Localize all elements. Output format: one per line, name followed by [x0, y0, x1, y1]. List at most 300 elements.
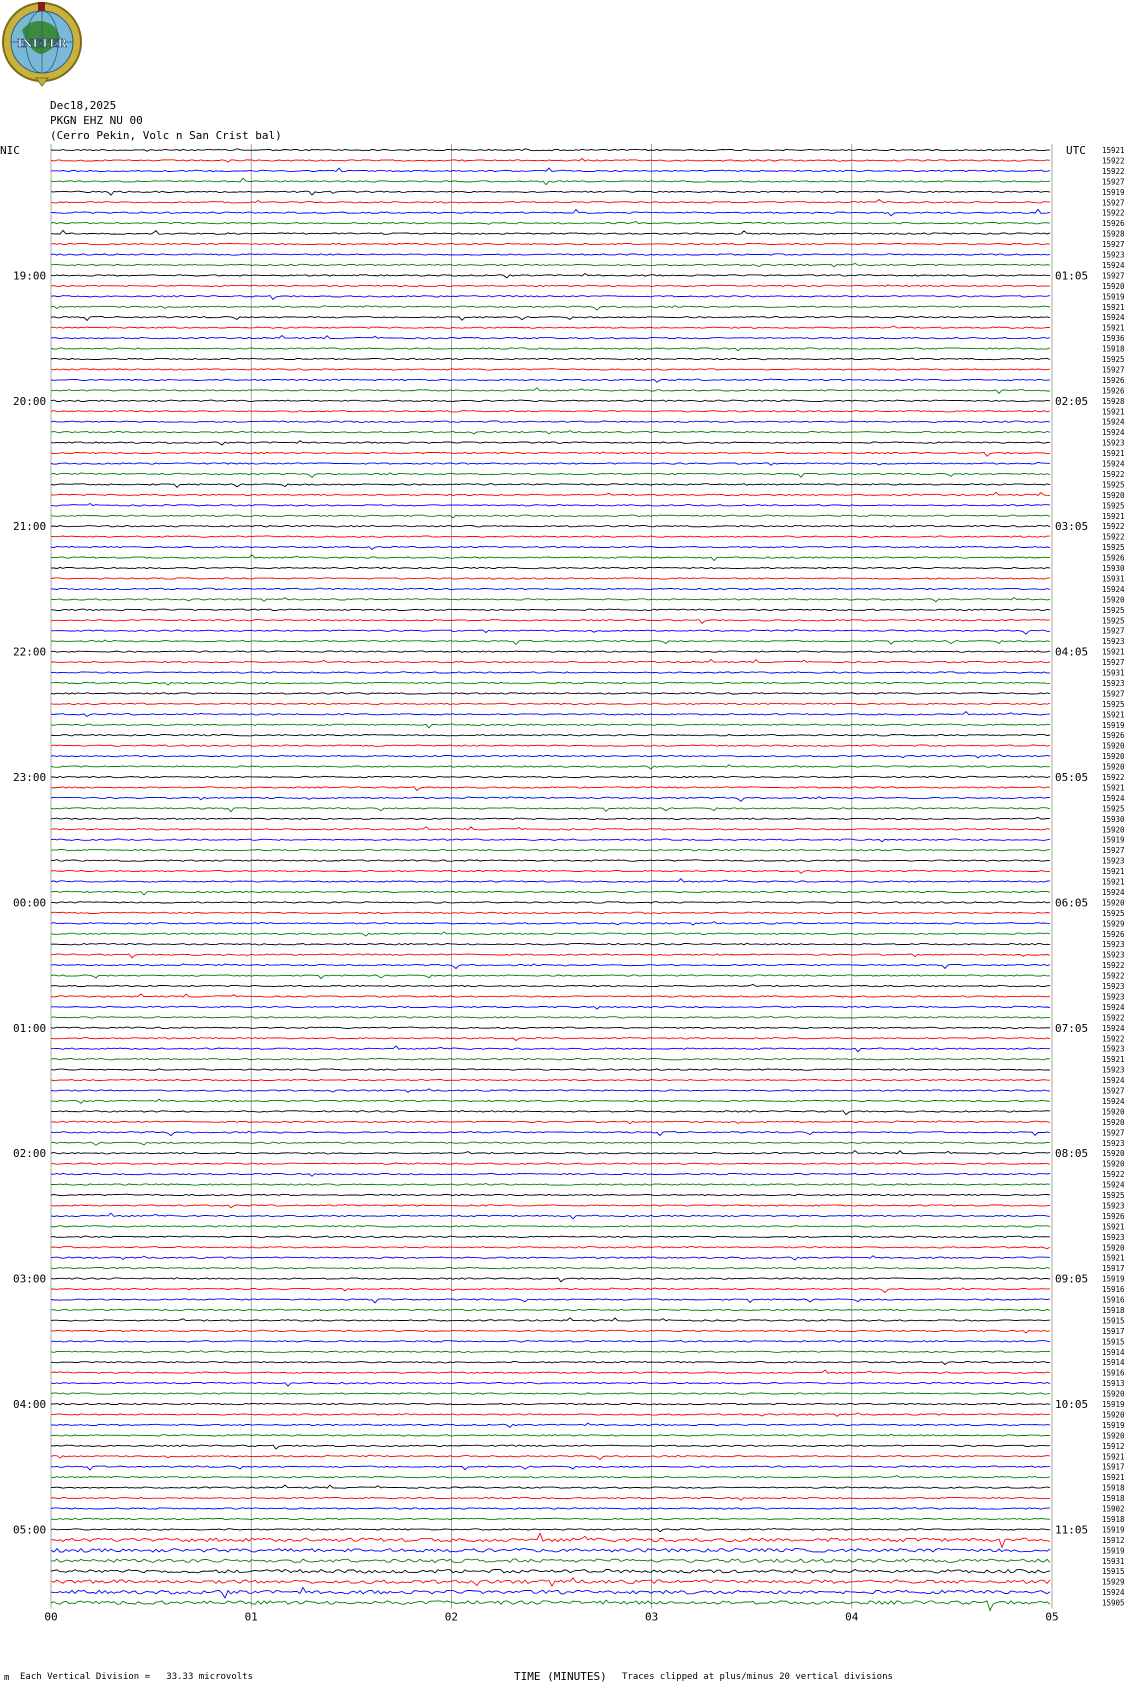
row-value-label: 15915: [1102, 1567, 1125, 1577]
row-value-label: 15921: [1102, 1452, 1125, 1462]
trace-row: [51, 994, 1050, 997]
trace-row: [51, 578, 1050, 579]
row-value-label: 15925: [1102, 501, 1125, 511]
trace-row: [51, 692, 1050, 694]
logo-text: INETER: [17, 37, 67, 50]
trace-row: [51, 222, 1050, 225]
row-value-label: 15924: [1102, 428, 1125, 438]
row-value-label: 15919: [1102, 1525, 1125, 1535]
trace-row: [51, 1299, 1050, 1303]
row-value-label: 15927: [1102, 271, 1125, 281]
trace-row: [51, 411, 1050, 412]
trace-row: [51, 317, 1050, 321]
trace-row: [51, 285, 1050, 287]
row-value-label: 15924: [1102, 417, 1125, 427]
trace-row: [51, 1341, 1050, 1342]
trace-row: [51, 724, 1050, 728]
trace-row: [51, 672, 1050, 673]
trace-row: [51, 1330, 1050, 1333]
row-value-label: 15920: [1102, 281, 1125, 291]
trace-row: [51, 230, 1050, 234]
trace-row: [51, 1508, 1050, 1510]
trace-row: [51, 765, 1050, 769]
trace-row: [51, 441, 1050, 445]
trace-row: [51, 379, 1050, 382]
left-hour-label: 04:00: [13, 1398, 47, 1411]
trace-row: [51, 1288, 1050, 1293]
row-value-label: 15917: [1102, 1462, 1125, 1472]
left-axis-title: NIC: [0, 144, 20, 157]
trace-row: [51, 400, 1050, 401]
row-value-label: 15921: [1102, 1473, 1125, 1483]
row-value-label: 15924: [1102, 1023, 1125, 1033]
row-value-label: 15920: [1102, 1243, 1125, 1253]
trace-row: [51, 1184, 1050, 1186]
row-value-label: 15931: [1102, 574, 1125, 584]
x-axis-label: TIME (MINUTES): [514, 1670, 607, 1683]
trace-row: [51, 1037, 1050, 1040]
trace-row: [51, 348, 1050, 351]
trace-row: [51, 964, 1050, 969]
trace-row: [51, 168, 1050, 172]
trace-row: [51, 473, 1050, 478]
trace-row: [51, 1578, 1050, 1586]
trace-row: [51, 1027, 1050, 1029]
trace-row: [51, 159, 1050, 163]
trace-row: [51, 902, 1050, 903]
trace-row: [51, 254, 1050, 255]
row-value-label: 15922: [1102, 522, 1125, 532]
row-value-label: 15920: [1102, 825, 1125, 835]
left-hour-label: 19:00: [13, 269, 47, 283]
trace-row: [51, 484, 1050, 488]
trace-row: [51, 421, 1050, 422]
trace-row: [51, 200, 1050, 204]
row-value-label: 15923: [1102, 438, 1125, 448]
footer-clip-note: Traces clipped at plus/minus 20 vertical divisions: [622, 1672, 893, 1682]
row-value-label: 15921: [1102, 449, 1125, 459]
row-value-label: 15916: [1102, 1285, 1125, 1295]
trace-row: [51, 735, 1050, 736]
row-value-label: 15923: [1102, 1232, 1125, 1242]
row-value-label: 15915: [1102, 1316, 1125, 1326]
trace-row: [51, 984, 1050, 986]
row-value-label: 15919: [1102, 187, 1125, 197]
trace-row: [51, 1588, 1050, 1599]
row-value-label: 15936: [1102, 334, 1125, 344]
trace-row: [51, 492, 1050, 495]
row-value-label: 15921: [1102, 511, 1125, 521]
trace-row: [51, 1434, 1050, 1436]
trace-row: [51, 912, 1050, 913]
trace-row: [51, 1318, 1050, 1321]
row-value-label: 15927: [1102, 1086, 1125, 1096]
trace-row: [51, 975, 1050, 979]
row-value-label: 15927: [1102, 198, 1125, 208]
row-value-label: 15922: [1102, 156, 1125, 166]
row-value-label: 15919: [1102, 1546, 1125, 1556]
row-value-label: 15920: [1102, 1159, 1125, 1169]
trace-row: [51, 369, 1050, 371]
trace-row: [51, 1413, 1050, 1416]
trace-row: [51, 1559, 1050, 1563]
trace-row: [51, 504, 1050, 507]
row-value-label: 15924: [1102, 1180, 1125, 1190]
row-value-label: 15925: [1102, 605, 1125, 615]
row-value-label: 15924: [1102, 1096, 1125, 1106]
trace-row: [51, 358, 1050, 360]
row-value-label: 15921: [1102, 783, 1125, 793]
trace-row: [51, 1403, 1050, 1404]
trace-row: [51, 1382, 1050, 1386]
row-value-label: 15914: [1102, 1347, 1125, 1357]
trace-row: [51, 1016, 1050, 1018]
row-value-label: 15921: [1102, 323, 1125, 333]
row-value-label: 15923: [1102, 982, 1125, 991]
right-hour-label: 05:05: [1055, 771, 1089, 784]
row-value-label: 15921: [1102, 1253, 1125, 1263]
trace-row: [51, 1529, 1050, 1532]
trace-row: [51, 431, 1050, 434]
row-value-label: 15924: [1102, 260, 1125, 270]
right-hour-label: 09:05: [1055, 1272, 1089, 1286]
row-value-label: 15920: [1102, 490, 1125, 500]
row-value-label: 15924: [1102, 313, 1125, 323]
row-value-label: 15905: [1102, 1598, 1125, 1608]
row-value-label: 15924: [1102, 459, 1125, 469]
row-value-label: 15922: [1102, 961, 1125, 971]
trace-row: [51, 525, 1050, 527]
trace-row: [51, 630, 1050, 635]
left-hour-label: 00:00: [13, 896, 47, 910]
right-hour-label: 01:05: [1055, 269, 1089, 283]
x-tick-label: 01: [244, 1610, 258, 1624]
row-value-label: 15925: [1102, 543, 1125, 553]
row-value-label: 15918: [1102, 344, 1125, 354]
trace-row: [51, 1213, 1050, 1219]
x-tick-label: 00: [44, 1610, 58, 1624]
trace-row: [51, 1362, 1050, 1365]
trace-row: [51, 827, 1050, 830]
trace-row: [51, 336, 1050, 339]
row-value-label: 15917: [1102, 1264, 1125, 1274]
trace-row: [51, 1533, 1050, 1547]
row-value-label: 15924: [1102, 793, 1125, 803]
right-hour-label: 02:05: [1055, 394, 1089, 408]
x-tick-label: 05: [1045, 1610, 1059, 1624]
trace-row: [51, 817, 1050, 819]
left-hour-label: 03:00: [13, 1272, 47, 1286]
trace-row: [51, 703, 1050, 704]
right-hour-label: 06:05: [1055, 896, 1089, 910]
row-value-label: 15920: [1102, 1117, 1125, 1127]
trace-row: [51, 546, 1050, 549]
row-value-label: 15927: [1102, 177, 1125, 187]
row-value-label: 15912: [1102, 1441, 1125, 1451]
trace-row: [51, 682, 1050, 685]
trace-row: [51, 891, 1050, 895]
row-value-label: 15926: [1102, 386, 1125, 396]
header-station: PKGN EHZ NU 00: [50, 114, 143, 127]
row-value-label: 15921: [1102, 710, 1125, 720]
row-value-label: 15924: [1102, 1076, 1125, 1086]
trace-row: [51, 191, 1050, 195]
row-value-label: 15923: [1102, 678, 1125, 688]
trace-row: [51, 306, 1050, 311]
minute-gridlines: [51, 144, 1052, 1609]
trace-row: [51, 1455, 1050, 1460]
row-value-label: 15923: [1102, 992, 1125, 1002]
trace-row: [51, 1600, 1050, 1611]
trace-row: [51, 954, 1050, 958]
row-value-label: 15914: [1102, 1358, 1125, 1368]
trace-row: [51, 1423, 1050, 1427]
row-value-label: 15925: [1102, 699, 1125, 709]
row-value-label: 15918: [1102, 1305, 1125, 1315]
trace-row: [51, 326, 1050, 328]
trace-row: [51, 1131, 1050, 1136]
left-hour-label: 05:00: [13, 1523, 47, 1537]
header-location: (Cerro Pekin, Volc n San Crist bal): [50, 129, 282, 142]
row-value-label: 15913: [1102, 1379, 1125, 1389]
left-hour-label: 21:00: [13, 520, 47, 534]
trace-row: [51, 1173, 1050, 1176]
row-value-label: 15924: [1102, 887, 1125, 897]
trace-row: [51, 555, 1050, 561]
row-value-label: 15919: [1102, 1420, 1125, 1430]
trace-row: [51, 870, 1050, 873]
right-hour-label: 07:05: [1055, 1021, 1089, 1035]
row-value-label: 15919: [1102, 292, 1125, 302]
row-value-label: 15927: [1102, 626, 1125, 636]
trace-row: [51, 1309, 1050, 1310]
trace-row: [51, 922, 1050, 925]
trace-row: [51, 1466, 1050, 1470]
row-value-label: 15927: [1102, 240, 1125, 250]
row-value-label: 15922: [1102, 208, 1125, 218]
trace-row: [51, 1393, 1050, 1394]
row-value-label: 15920: [1102, 752, 1125, 762]
trace-row: [51, 296, 1050, 300]
trace-row: [51, 1069, 1050, 1070]
trace-row: [51, 1046, 1050, 1052]
row-value-label: 15919: [1102, 1400, 1125, 1409]
trace-row: [51, 462, 1050, 465]
trace-row: [51, 1278, 1050, 1282]
row-value-label: 15926: [1102, 375, 1125, 385]
row-value-label: 15925: [1102, 480, 1125, 490]
trace-row: [51, 1163, 1050, 1164]
trace-row: [51, 1059, 1050, 1060]
row-value-label: 15922: [1102, 469, 1125, 479]
trace-row: [51, 712, 1050, 717]
trace-row: [51, 745, 1050, 746]
right-hour-label: 11:05: [1055, 1523, 1089, 1537]
row-value-label: 15920: [1102, 1149, 1125, 1159]
row-value-label: 15925: [1102, 355, 1125, 364]
row-value-label: 15920: [1102, 1431, 1125, 1441]
row-value-label: 15931: [1102, 668, 1125, 678]
trace-row: [51, 1099, 1050, 1103]
trace-row: [51, 797, 1050, 802]
trace-row: [51, 1121, 1050, 1124]
row-value-label: 15920: [1102, 595, 1125, 605]
trace-row: [51, 452, 1050, 456]
trace-row: [51, 1226, 1050, 1227]
left-hour-label: 22:00: [13, 645, 47, 659]
trace-row: [51, 1256, 1050, 1260]
trace-row: [51, 1079, 1050, 1080]
trace-row: [51, 1142, 1050, 1145]
row-value-label: 15920: [1102, 741, 1125, 751]
row-value-label: 15923: [1102, 250, 1125, 260]
row-value-label: 15926: [1102, 731, 1125, 741]
row-value-label: 15919: [1102, 835, 1125, 845]
trace-row: [51, 619, 1050, 623]
row-value-label: 15918: [1102, 1514, 1125, 1524]
trace-row: [51, 1089, 1050, 1092]
footer-vertical-division: Each Vertical Division = 33.33 microvolts: [20, 1672, 253, 1682]
trace-row: [51, 1110, 1050, 1114]
row-value-label: 15924: [1102, 1588, 1125, 1598]
trace-row: [51, 274, 1050, 278]
row-value-label: 15921: [1102, 647, 1125, 657]
row-value-label: 15927: [1102, 689, 1125, 699]
trace-row: [51, 879, 1050, 882]
trace-row: [51, 1497, 1050, 1500]
trace-row: [51, 860, 1050, 862]
trace-row: [51, 1570, 1050, 1573]
trace-row: [51, 209, 1050, 215]
trace-row: [51, 1485, 1050, 1488]
row-value-label: 15920: [1102, 1107, 1125, 1117]
row-value-label: 15921: [1102, 1055, 1125, 1065]
row-value-label: 15918: [1102, 1494, 1125, 1504]
row-value-label: 15921: [1102, 302, 1125, 312]
trace-row: [51, 515, 1050, 518]
row-value-label: 15923: [1102, 1065, 1125, 1075]
trace-row: [51, 1351, 1050, 1353]
trace-row: [51, 808, 1050, 812]
trace-row: [51, 1236, 1050, 1237]
trace-row: [51, 263, 1050, 266]
row-value-label: 15927: [1102, 846, 1125, 856]
x-tick-label: 03: [644, 1610, 659, 1624]
x-tick-label: 02: [444, 1610, 459, 1624]
row-value-label: 15922: [1102, 532, 1125, 542]
trace-row: [51, 1445, 1050, 1449]
trace-row: [51, 660, 1050, 663]
row-value-label: 15927: [1102, 1128, 1125, 1138]
x-tick-label: 04: [845, 1610, 859, 1624]
row-value-label: 15922: [1102, 971, 1125, 981]
header-date: Dec18,2025: [50, 99, 117, 112]
row-value-label: 15921: [1102, 1222, 1125, 1232]
row-value-label: 15920: [1102, 762, 1125, 772]
row-value-label: 15920: [1102, 1410, 1125, 1420]
trace-row: [51, 1247, 1050, 1249]
row-value-label: 15917: [1102, 1326, 1125, 1336]
row-value-label: 15916: [1102, 1295, 1125, 1305]
left-hour-label: 02:00: [13, 1147, 47, 1161]
trace-row: [51, 1518, 1050, 1520]
row-value-label: 15922: [1102, 1170, 1125, 1180]
trace-row: [51, 1549, 1050, 1552]
row-value-label: 15919: [1102, 1274, 1125, 1284]
trace-row: [51, 178, 1050, 184]
trace-row: [51, 787, 1050, 791]
row-value-label: 15919: [1102, 720, 1125, 730]
row-value-label: 15922: [1102, 1034, 1125, 1044]
row-value-label: 15927: [1102, 365, 1125, 375]
row-value-label: 15925: [1102, 616, 1125, 626]
row-value-label: 15912: [1102, 1535, 1125, 1545]
row-value-label: 15924: [1102, 1002, 1125, 1012]
row-value-label: 15926: [1102, 929, 1125, 939]
trace-row: [51, 932, 1050, 936]
trace-row: [51, 1476, 1050, 1478]
row-value-label: 15929: [1102, 1577, 1125, 1587]
row-value-label: 15924: [1102, 584, 1125, 594]
right-hour-label: 04:05: [1055, 645, 1089, 659]
axis-labels: [0, 144, 1125, 1624]
row-value-label: 15930: [1102, 564, 1125, 573]
row-value-label: 15923: [1102, 940, 1125, 950]
trace-row: [51, 1194, 1050, 1196]
row-value-label: 15925: [1102, 804, 1125, 814]
left-hour-label: 01:00: [13, 1021, 47, 1035]
trace-row: [51, 1006, 1050, 1009]
row-value-label: 15920: [1102, 1389, 1125, 1399]
trace-row: [51, 850, 1050, 851]
trace-row: [51, 776, 1050, 778]
row-value-label: 15921: [1102, 867, 1125, 877]
trace-row: [51, 1268, 1050, 1269]
trace-row: [51, 388, 1050, 394]
trace-row: [51, 755, 1050, 758]
row-value-label: 15928: [1102, 229, 1125, 239]
row-value-label: 15923: [1102, 1201, 1125, 1211]
trace-row: [51, 609, 1050, 610]
row-value-label: 15926: [1102, 553, 1125, 563]
row-value-label: 15921: [1102, 146, 1125, 155]
right-hour-label: 08:05: [1055, 1147, 1089, 1161]
row-value-label: 15926: [1102, 1211, 1125, 1221]
row-value-label: 15923: [1102, 950, 1125, 960]
seismic-traces: [51, 149, 1050, 1611]
trace-row: [51, 588, 1050, 589]
right-hour-label: 03:05: [1055, 520, 1089, 534]
row-value-label: 15931: [1102, 1556, 1125, 1566]
trace-row: [51, 640, 1050, 645]
trace-row: [51, 536, 1050, 538]
row-value-label: 15922: [1102, 773, 1125, 782]
trace-row: [51, 567, 1050, 568]
right-hour-label: 10:05: [1055, 1398, 1089, 1411]
row-value-label: 15923: [1102, 1138, 1125, 1148]
trace-row: [51, 651, 1050, 652]
footer-mark: m: [4, 1673, 10, 1683]
row-value-label: 15923: [1102, 637, 1125, 647]
row-value-label: 15930: [1102, 814, 1125, 824]
row-value-label: 15925: [1102, 908, 1125, 918]
row-value-label: 15922: [1102, 166, 1125, 176]
left-hour-label: 20:00: [13, 394, 47, 408]
trace-row: [51, 839, 1050, 842]
row-value-label: 15922: [1102, 1013, 1125, 1023]
row-value-label: 15926: [1102, 219, 1125, 229]
row-value-label: 15915: [1102, 1337, 1125, 1347]
